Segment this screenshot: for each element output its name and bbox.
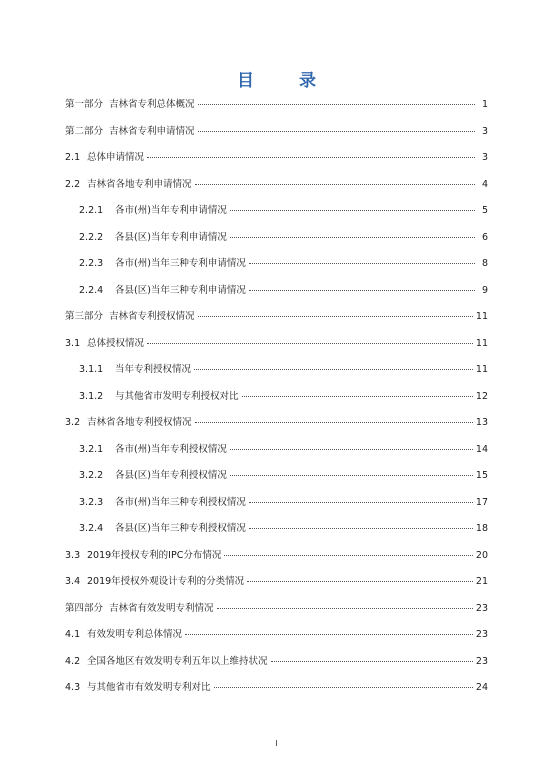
toc-entry[interactable] — [65, 178, 488, 191]
toc-entry-label: 各市(州)当年三种专利申请情况 — [115, 258, 246, 269]
toc-entry-number: 3.1.1 — [79, 364, 104, 375]
toc-entry-label: 与其他省市有效发明专利对比 — [87, 682, 211, 693]
toc-entry-label: 总体授权情况 — [87, 337, 145, 349]
toc-entry[interactable] — [79, 363, 488, 376]
toc-entry[interactable] — [79, 257, 488, 270]
toc-entry-number: 第二部分 — [65, 125, 104, 137]
toc-entry-page-number: 3 — [481, 152, 488, 163]
toc-dot-leader — [230, 449, 473, 450]
toc-entry-number: 第四部分 — [65, 602, 104, 614]
toc-entry-number: 2.2.1 — [79, 205, 104, 216]
toc-entry-page-number: 23 — [475, 655, 488, 667]
toc-entry[interactable] — [65, 628, 488, 641]
toc-entry-page-number: 9 — [481, 284, 488, 296]
toc-entry[interactable] — [65, 602, 488, 615]
toc-entry-label: 各市(州)当年专利授权情况 — [115, 443, 227, 455]
toc-dot-leader — [194, 369, 473, 370]
toc-entry-page-number: 13 — [475, 417, 488, 428]
toc-entry-label: 吉林省专利申请情况 — [109, 125, 195, 137]
toc-entry[interactable] — [65, 98, 488, 111]
toc-entry-label: 各县(区)当年专利授权情况 — [115, 470, 227, 481]
toc-entry-number: 3.2 — [65, 417, 81, 428]
toc-entry-page-number: 24 — [475, 682, 488, 693]
toc-entry-number: 2.2.2 — [79, 231, 104, 243]
toc-title: 目 录 — [237, 71, 330, 91]
toc-entry[interactable] — [79, 231, 488, 244]
toc-dot-leader — [198, 131, 475, 132]
toc-dot-leader — [217, 608, 473, 609]
toc-entry-page-number: 3 — [481, 125, 488, 137]
toc-dot-leader — [249, 290, 475, 291]
toc-entry-label: 与其他省市发明专利授权对比 — [115, 390, 239, 402]
toc-entry-page-number: 21 — [475, 576, 488, 587]
toc-entry-number: 3.4 — [65, 576, 81, 587]
toc-entry[interactable] — [79, 443, 488, 456]
toc-entry[interactable] — [79, 496, 488, 509]
toc-dot-leader — [271, 661, 473, 662]
toc-dot-leader — [214, 687, 473, 688]
toc-entry-number: 4.3 — [65, 682, 81, 693]
toc-entry[interactable] — [65, 549, 488, 562]
toc-dot-leader — [185, 634, 473, 635]
toc-dot-leader — [230, 210, 475, 211]
toc-entry-label: 吉林省各地专利授权情况 — [87, 417, 192, 428]
toc-dot-leader — [198, 104, 475, 105]
toc-entry[interactable] — [79, 204, 488, 217]
toc-dot-leader — [147, 343, 473, 344]
toc-entry-number: 3.2.4 — [79, 523, 104, 534]
toc-entry[interactable] — [65, 151, 488, 164]
toc-entry-number: 第一部分 — [65, 99, 104, 110]
toc-entry-label: 全国各地区有效发明专利五年以上维持状况 — [87, 655, 268, 667]
toc-entry-number: 3.1 — [65, 337, 81, 349]
toc-entry-number: 3.2.1 — [79, 443, 104, 455]
toc-entry[interactable] — [65, 416, 488, 429]
toc-entry-number: 3.3 — [65, 549, 81, 561]
toc-dot-leader — [249, 528, 473, 529]
toc-entry-label: 总体申请情况 — [87, 152, 145, 163]
toc-entry[interactable] — [79, 390, 488, 403]
toc-entry-page-number: 11 — [475, 337, 488, 349]
toc-entry-page-number: 17 — [475, 496, 488, 508]
toc-dot-leader — [247, 581, 473, 582]
toc-entry-number: 4.2 — [65, 655, 81, 667]
toc-entry-page-number: 8 — [481, 258, 488, 269]
toc-entry-label: 各县(区)当年三种专利授权情况 — [115, 523, 246, 534]
toc-entry[interactable] — [65, 655, 488, 668]
toc-dot-leader — [195, 422, 473, 423]
toc-entry-number: 3.2.2 — [79, 470, 104, 481]
footer-page-number: I — [275, 739, 278, 748]
toc-entry[interactable] — [65, 310, 488, 323]
toc-dot-leader — [230, 237, 475, 238]
toc-entry-page-number: 6 — [481, 231, 488, 243]
toc-entry-page-number: 14 — [475, 443, 488, 455]
toc-dot-leader — [195, 184, 475, 185]
toc-dot-leader — [224, 555, 473, 556]
toc-entry-number: 2.2 — [65, 178, 81, 190]
toc-entry-page-number: 20 — [475, 549, 488, 561]
toc-entry-label: 各县(区)当年专利申请情况 — [115, 231, 227, 243]
toc-entry-page-number: 15 — [475, 470, 488, 481]
toc-entry-page-number: 11 — [475, 364, 488, 375]
toc-entry[interactable] — [79, 284, 488, 297]
toc-entry-label: 吉林省各地专利申请情况 — [87, 178, 192, 190]
toc-entry-number: 3.1.2 — [79, 390, 104, 402]
toc-entry-number: 2.2.3 — [79, 258, 104, 269]
toc-entry-page-number: 11 — [475, 311, 488, 322]
toc-entry-label: 各市(州)当年专利申请情况 — [115, 205, 227, 216]
toc-dot-leader — [198, 316, 473, 317]
toc-entry-label: 有效发明专利总体情况 — [87, 629, 183, 640]
toc-entry-label: 各市(州)当年三种专利授权情况 — [115, 496, 246, 508]
toc-entry-number: 4.1 — [65, 629, 81, 640]
toc-entry-label: 吉林省专利授权情况 — [109, 311, 195, 322]
toc-entry-number: 3.2.3 — [79, 496, 104, 508]
toc-entry-page-number: 4 — [481, 178, 488, 190]
toc-entry[interactable] — [65, 125, 488, 138]
toc-entry-label: 2019年授权外观设计专利的分类情况 — [87, 576, 245, 587]
toc-entry-page-number: 5 — [481, 205, 488, 216]
toc-entry-page-number: 23 — [475, 629, 488, 640]
toc-dot-leader — [230, 475, 473, 476]
toc-entry-label: 吉林省有效发明专利情况 — [109, 602, 214, 614]
toc-entry[interactable] — [65, 575, 488, 588]
toc-entry-label: 吉林省专利总体概况 — [109, 99, 195, 110]
toc-entry[interactable] — [65, 681, 488, 694]
toc-entry-label: 2019年授权专利的IPC分布情况 — [87, 549, 222, 561]
toc-dot-leader — [249, 502, 473, 503]
toc-entry-page-number: 18 — [475, 523, 488, 534]
toc-dot-leader — [242, 396, 473, 397]
toc-entry[interactable] — [79, 469, 488, 482]
toc-entry-number: 2.2.4 — [79, 284, 104, 296]
toc-entry-label: 各县(区)当年三种专利申请情况 — [115, 284, 246, 296]
toc-entry-page-number: 1 — [481, 99, 488, 110]
toc-entry-page-number: 23 — [475, 602, 488, 614]
toc-dot-leader — [147, 157, 475, 158]
toc-dot-leader — [249, 263, 475, 264]
toc-entry[interactable] — [79, 522, 488, 535]
toc-entry-label: 当年专利授权情况 — [115, 364, 192, 375]
toc-entry-number: 2.1 — [65, 152, 81, 163]
toc-entry-page-number: 12 — [475, 390, 488, 402]
toc-entry[interactable] — [65, 337, 488, 350]
toc-entry-number: 第三部分 — [65, 311, 104, 322]
